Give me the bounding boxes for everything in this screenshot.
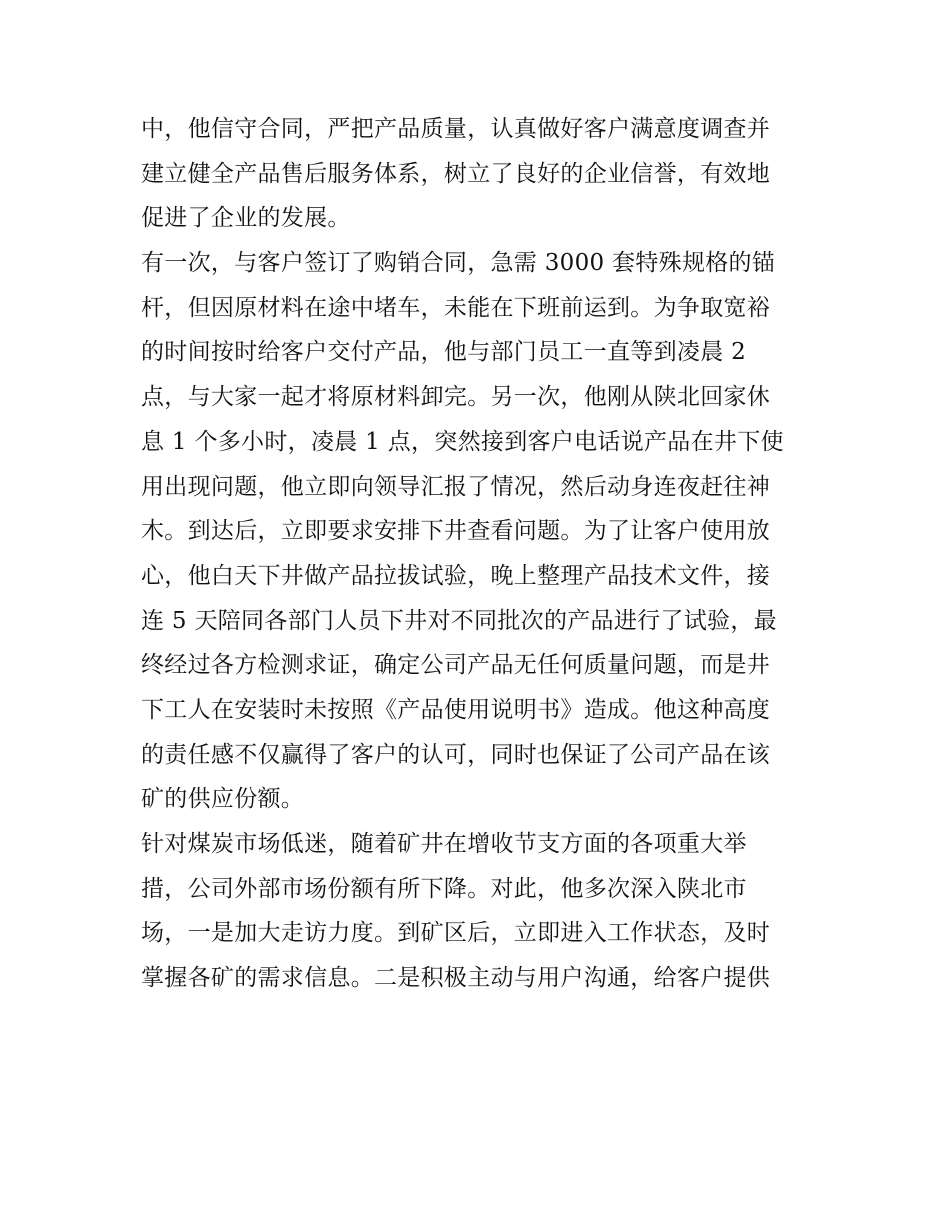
text-line-2: 建立健全产品售后服务体系，树立了良好的企业信誉，有效地: [141, 160, 771, 187]
text-line-17: 针对煤炭市场低迷，随着矿井在增收节支方面的各项重大举: [141, 831, 747, 857]
text-line-9: 用出现问题，他立即向领导汇报了情况，然后动身连夜赶往神: [141, 473, 771, 500]
text-line-1: 中，他信守合同，严把产品质量，认真做好客户满意度调查并: [141, 116, 771, 142]
text-line-6: 的时间按时给客户交付产品，他与部门员工一直等到凌晨 2: [141, 339, 747, 366]
body-text: [141, 107, 821, 1001]
text-line-11: 心，他白天下井做产品拉拔试验，晚上整理产品技术文件，接: [141, 562, 771, 589]
text-line-20: 掌握各矿的需求信息。二是积极主动与用户沟通，给客户提供: [141, 965, 771, 992]
text-line-8: 息 1 个多小时，凌晨 1 点，突然接到客户电话说产品在井下使: [141, 428, 784, 455]
text-line-3: 促进了企业的发展。: [141, 205, 351, 232]
text-line-15: 的责任感不仅赢得了客户的认可，同时也保证了公司产品在该: [141, 741, 771, 768]
text-line-13: 终经过各方检测求证，确定公司产品无任何质量问题，而是井: [141, 652, 771, 679]
text-line-16: 矿的供应份额。: [141, 786, 305, 813]
text-line-10: 木。到达后，立即要求安排下井查看问题。为了让客户使用放: [141, 518, 771, 545]
text-line-18: 措，公司外部市场份额有所下降。对此，他多次深入陕北市: [141, 875, 747, 902]
text-line-14: 下工人在安装时未按照《产品使用说明书》造成。他这种高度: [141, 696, 771, 723]
text-line-4: 有一次，与客户签订了购销合同，急需 3000 套特殊规格的锚: [141, 250, 776, 277]
text-line-19: 场，一是加大走访力度。到矿区后，立即进入工作状态，及时: [141, 920, 771, 947]
text-line-12: 连 5 天陪同各部门人员下井对不同批次的产品进行了试验，最: [141, 607, 777, 634]
text-line-5: 杆，但因原材料在途中堵车，未能在下班前运到。为争取宽裕: [141, 294, 771, 321]
text-line-7: 点，与大家一起才将原材料卸完。另一次，他刚从陕北回家休: [141, 384, 771, 411]
